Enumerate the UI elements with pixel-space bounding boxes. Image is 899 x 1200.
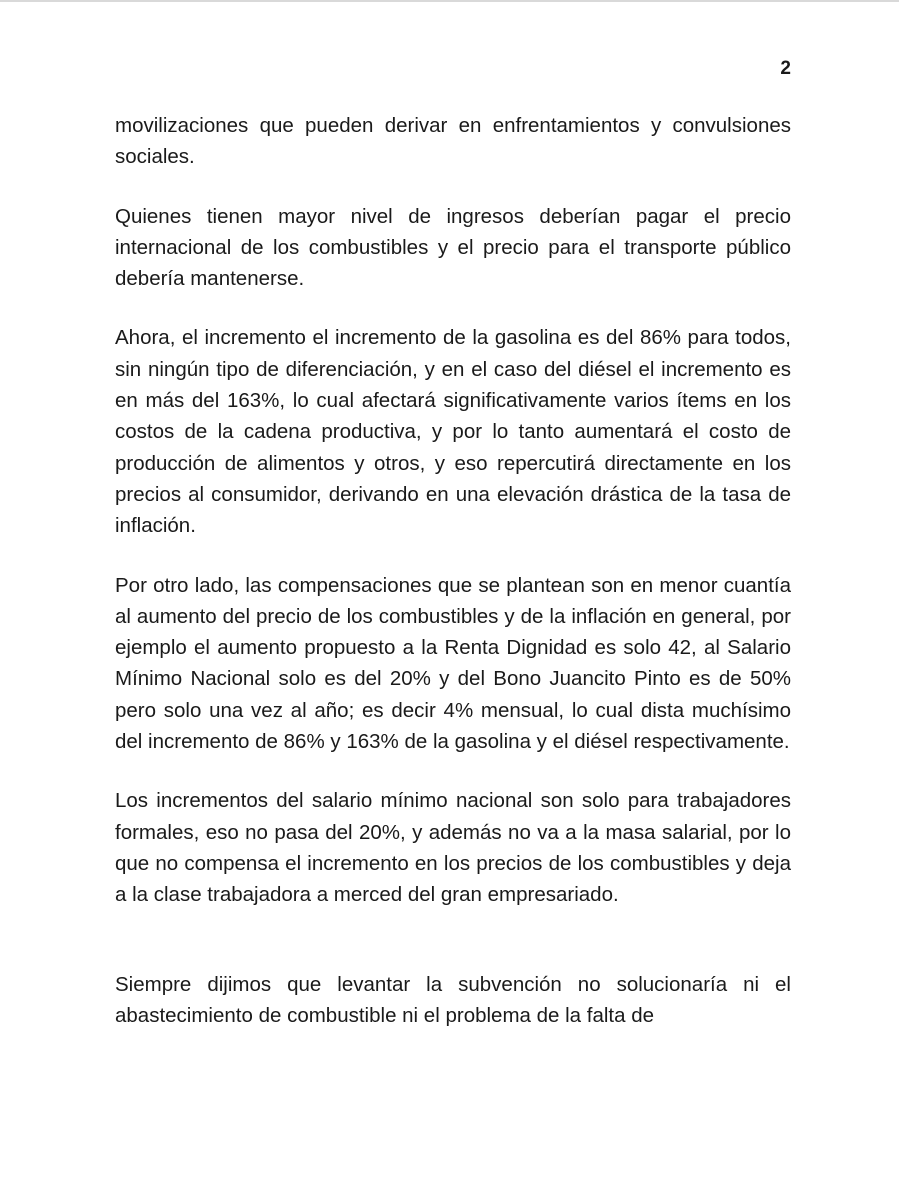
paragraph-subsidy: Siempre dijimos que levantar la subvención no solucionaría ni el abastecimiento de combustible ni el problema de la falta de (115, 972, 791, 1027)
paragraph-minimum-wage: Los incrementos del salario mínimo nacional son solo para trabajadores formales, eso no pasa del 20%, y además no va a la masa salarial, por lo que no compensa el incremento en los precios de los combustibles y deja a la clase trabajadora a merced del gran empresariado. (115, 789, 791, 907)
top-divider (0, 0, 899, 2)
document-body (115, 110, 791, 1059)
page-number: 2 (780, 58, 791, 79)
paragraph-fuel-pricing: Quienes tienen mayor nivel de ingresos deberían pagar el precio internacional de los combustibles y el precio para el transporte público debería mantenerse. (115, 204, 791, 291)
paragraph-compensations: Por otro lado, las compensaciones que se plantean son en menor cuantía al aumento del precio de los combustibles y de la inflación en general, por ejemplo el aumento propuesto a la Renta Dignidad es solo 42, al Salario Mínimo Nacional solo es del 20% y del Bono Juancito Pinto es de 50% pero solo una vez al año; es decir 4% mensual, lo cual dista muchísimo del incremento de 86% y 163% de la gasolina y el diésel respectivamente. (115, 573, 791, 754)
paragraph-continuation: movilizaciones que pueden derivar en enfrentamientos y convulsiones sociales. (115, 114, 791, 169)
paragraph-increase-impact: Ahora, el incremento el incremento de la gasolina es del 86% para todos, sin ningún tipo de diferenciación, y en el caso del diésel el incremento es en más del 163%, lo cual afectará significativamente varios ítems en los costos de la cadena productiva, y por lo tanto aumentará el costo de producción de alimentos y otros, y eso repercutirá directamente en los precios al consumidor, derivando en una elevación drástica de la tasa de inflación. (115, 326, 791, 538)
